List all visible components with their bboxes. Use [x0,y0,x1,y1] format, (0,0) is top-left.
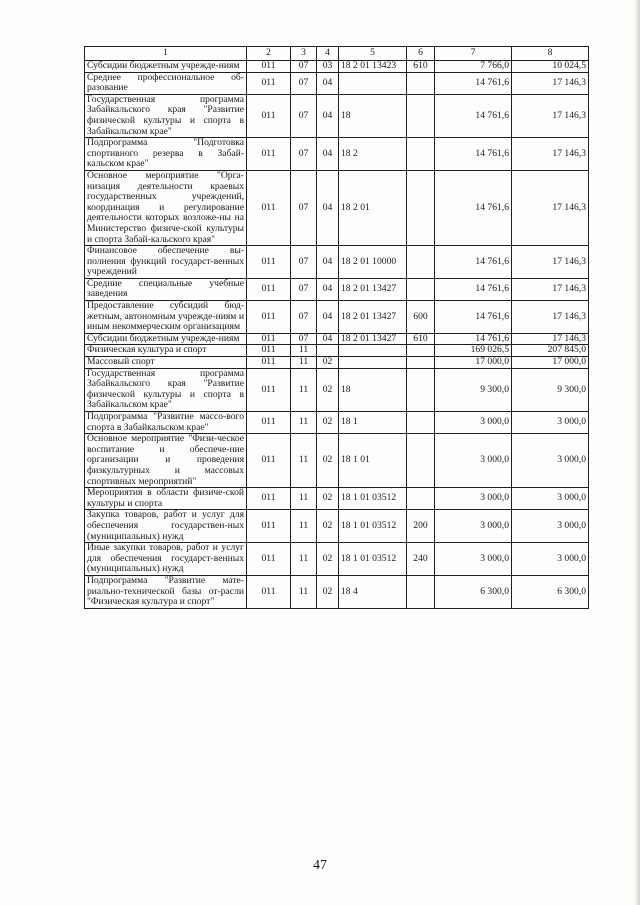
section-code-cell: 07 [291,72,317,94]
column-header: 3 [291,47,317,61]
section-code-cell: 07 [291,170,317,245]
target-article-cell: 18 [339,368,407,411]
target-article-cell: 18 [339,94,407,137]
subsection-code-cell: 04 [317,170,339,245]
row-name-cell: Средние специальные учебные заведения [85,278,247,300]
expense-type-cell [407,72,435,94]
amount-year2-cell: 17 146,3 [512,138,589,171]
amount-year2-cell: 17 146,3 [512,246,589,279]
row-name-cell: Мероприятия в области физиче-ской культуры и спорта [85,488,247,510]
ministry-code-cell: 011 [247,72,291,94]
amount-year2-cell: 3 000,0 [512,412,589,434]
target-article-cell: 18 4 [339,575,407,608]
amount-year2-cell: 6 300,0 [512,575,589,608]
column-header: 7 [435,47,512,61]
subsection-code-cell: 04 [317,246,339,279]
amount-year1-cell: 3 000,0 [435,434,512,488]
section-code-cell: 11 [291,345,317,357]
section-code-cell: 11 [291,368,317,411]
row-name-cell: Закупка товаров, работ и услуг для обеспечения государствен-ных (муниципальных) нужд [85,510,247,543]
table-row [85,345,589,357]
row-name-cell: Государственная программа Забайкальского края "Развитие физической культуры и спорта в Забайкальском крае" [85,94,247,137]
target-article-cell: 18 2 01 13423 [339,61,407,73]
row-name-cell: Субсидии бюджетным учрежде-ниям [85,61,247,73]
row-name-cell: Субсидии бюджетным учрежде-ниям [85,333,247,345]
table-row [85,170,589,245]
expense-type-cell: 240 [407,543,435,576]
amount-year2-cell: 10 024,5 [512,61,589,73]
column-header: 8 [512,47,589,61]
amount-year1-cell: 14 761,6 [435,94,512,137]
expense-type-cell [407,138,435,171]
amount-year2-cell: 17 146,3 [512,333,589,345]
subsection-code-cell: 04 [317,94,339,137]
subsection-code-cell: 04 [317,301,339,334]
amount-year2-cell: 17 146,3 [512,170,589,245]
ministry-code-cell: 011 [247,138,291,171]
amount-year2-cell: 3 000,0 [512,434,589,488]
subsection-code-cell: 04 [317,333,339,345]
target-article-cell [339,357,407,369]
table-row [85,246,589,279]
row-name-cell: Массовый спорт [85,357,247,369]
page-number: 47 [313,858,327,873]
row-name-cell: Основное мероприятие "Орга-низация деятельности краевых государственных учреждений, координация и регулирование деятельности которых возложе-ны на Министерство физиче-ской культуры и спорта Забай-кальского края" [85,170,247,245]
target-article-cell: 18 2 01 13427 [339,301,407,334]
subsection-code-cell: 02 [317,488,339,510]
row-name-cell: Иные закупки товаров, работ и услуг для обеспечения государст-венных (муниципальных) нужд [85,543,247,576]
table-row [85,368,589,411]
ministry-code-cell: 011 [247,488,291,510]
subsection-code-cell: 02 [317,510,339,543]
table-row [85,333,589,345]
amount-year1-cell: 14 761,6 [435,170,512,245]
column-header: 5 [339,47,407,61]
expense-type-cell [407,345,435,357]
table-row [85,357,589,369]
amount-year2-cell: 3 000,0 [512,543,589,576]
ministry-code-cell: 011 [247,368,291,411]
amount-year1-cell: 14 761,6 [435,246,512,279]
table-row [85,412,589,434]
section-code-cell: 07 [291,246,317,279]
expense-type-cell: 610 [407,333,435,345]
ministry-code-cell: 011 [247,170,291,245]
table-row [85,138,589,171]
table-row [85,488,589,510]
amount-year1-cell: 14 761,6 [435,72,512,94]
target-article-cell: 18 2 01 [339,170,407,245]
amount-year2-cell: 9 300,0 [512,368,589,411]
target-article-cell: 18 2 01 13427 [339,333,407,345]
section-code-cell: 07 [291,61,317,73]
table-row [85,72,589,94]
amount-year2-cell: 3 000,0 [512,488,589,510]
expense-type-cell: 600 [407,301,435,334]
ministry-code-cell: 011 [247,333,291,345]
section-code-cell: 07 [291,138,317,171]
table-row [85,301,589,334]
section-code-cell: 07 [291,333,317,345]
section-code-cell: 11 [291,434,317,488]
table-row [85,510,589,543]
amount-year2-cell: 3 000,0 [512,510,589,543]
budget-table [84,46,589,609]
table-row [85,94,589,137]
subsection-code-cell: 02 [317,434,339,488]
table-header-row [85,47,589,61]
expense-type-cell [407,488,435,510]
row-name-cell: Подпрограмма "Развитие мате-риально-технической базы от-расли "Физическая культура и спорт" [85,575,247,608]
expense-type-cell [407,575,435,608]
amount-year1-cell: 9 300,0 [435,368,512,411]
column-header: 2 [247,47,291,61]
amount-year2-cell: 207 845,0 [512,345,589,357]
subsection-code-cell: 02 [317,543,339,576]
target-article-cell: 18 2 01 13427 [339,278,407,300]
amount-year2-cell: 17 146,3 [512,94,589,137]
subsection-code-cell: 04 [317,72,339,94]
amount-year1-cell: 169 026,5 [435,345,512,357]
amount-year1-cell: 3 000,0 [435,510,512,543]
ministry-code-cell: 011 [247,94,291,137]
ministry-code-cell: 011 [247,246,291,279]
target-article-cell: 18 1 01 03512 [339,510,407,543]
subsection-code-cell: 02 [317,575,339,608]
ministry-code-cell: 011 [247,357,291,369]
amount-year1-cell: 17 000,0 [435,357,512,369]
column-header: 4 [317,47,339,61]
ministry-code-cell: 011 [247,61,291,73]
section-code-cell: 11 [291,357,317,369]
table-row [85,575,589,608]
ministry-code-cell: 011 [247,575,291,608]
target-article-cell [339,72,407,94]
amount-year2-cell: 17 146,3 [512,72,589,94]
expense-type-cell: 610 [407,61,435,73]
row-name-cell: Государственная программа Забайкальского края "Развитие физической культуры и спорта в Забайкальском крае" [85,368,247,411]
row-name-cell: Физическая культура и спорт [85,345,247,357]
row-name-cell: Подпрограмма "Развитие массо-вого спорта в Забайкальском крае" [85,412,247,434]
ministry-code-cell: 011 [247,543,291,576]
target-article-cell: 18 1 [339,412,407,434]
target-article-cell: 18 1 01 03512 [339,488,407,510]
amount-year2-cell: 17 146,3 [512,301,589,334]
section-code-cell: 07 [291,94,317,137]
column-header: 1 [85,47,247,61]
section-code-cell: 11 [291,488,317,510]
target-article-cell: 18 1 01 [339,434,407,488]
ministry-code-cell: 011 [247,345,291,357]
amount-year1-cell: 3 000,0 [435,488,512,510]
amount-year2-cell: 17 146,3 [512,278,589,300]
amount-year1-cell: 14 761,6 [435,301,512,334]
ministry-code-cell: 011 [247,510,291,543]
row-name-cell: Предоставление субсидий бюд-жетным, автономным учрежде-ниям и иным некоммерческим организациям [85,301,247,334]
row-name-cell: Среднее профессиональное об-разование [85,72,247,94]
subsection-code-cell: 03 [317,61,339,73]
row-name-cell: Финансовое обеспечение вы-полнения функций государст-венных учреждений [85,246,247,279]
section-code-cell: 11 [291,575,317,608]
expense-type-cell [407,412,435,434]
table-row [85,278,589,300]
subsection-code-cell: 02 [317,368,339,411]
expense-type-cell [407,94,435,137]
expense-type-cell [407,357,435,369]
section-code-cell: 11 [291,510,317,543]
amount-year1-cell: 3 000,0 [435,543,512,576]
section-code-cell: 07 [291,301,317,334]
row-name-cell: Подпрограмма "Подготовка спортивного резерва в Забай-кальском крае" [85,138,247,171]
scan-edge-shadow [634,0,640,905]
section-code-cell: 07 [291,278,317,300]
ministry-code-cell: 011 [247,301,291,334]
table-row [85,543,589,576]
target-article-cell: 18 1 01 03512 [339,543,407,576]
expense-type-cell [407,170,435,245]
amount-year1-cell: 7 766,0 [435,61,512,73]
target-article-cell: 18 2 01 10000 [339,246,407,279]
column-header: 6 [407,47,435,61]
amount-year2-cell: 17 000,0 [512,357,589,369]
subsection-code-cell: 04 [317,278,339,300]
table-row [85,61,589,73]
subsection-code-cell: 02 [317,357,339,369]
subsection-code-cell: 02 [317,412,339,434]
amount-year1-cell: 14 761,6 [435,278,512,300]
amount-year1-cell: 3 000,0 [435,412,512,434]
subsection-code-cell: 04 [317,138,339,171]
section-code-cell: 11 [291,412,317,434]
expense-type-cell: 200 [407,510,435,543]
ministry-code-cell: 011 [247,412,291,434]
expense-type-cell [407,278,435,300]
target-article-cell [339,345,407,357]
amount-year1-cell: 14 761,6 [435,138,512,171]
amount-year1-cell: 6 300,0 [435,575,512,608]
expense-type-cell [407,434,435,488]
table-row [85,434,589,488]
section-code-cell: 11 [291,543,317,576]
ministry-code-cell: 011 [247,434,291,488]
expense-type-cell [407,246,435,279]
expense-type-cell [407,368,435,411]
row-name-cell: Основное мероприятие "Физи-ческое воспитание и обеспече-ние организации и проведения физкультурных и массовых спортивных мероприятий" [85,434,247,488]
amount-year1-cell: 14 761,6 [435,333,512,345]
ministry-code-cell: 011 [247,278,291,300]
target-article-cell: 18 2 [339,138,407,171]
subsection-code-cell [317,345,339,357]
